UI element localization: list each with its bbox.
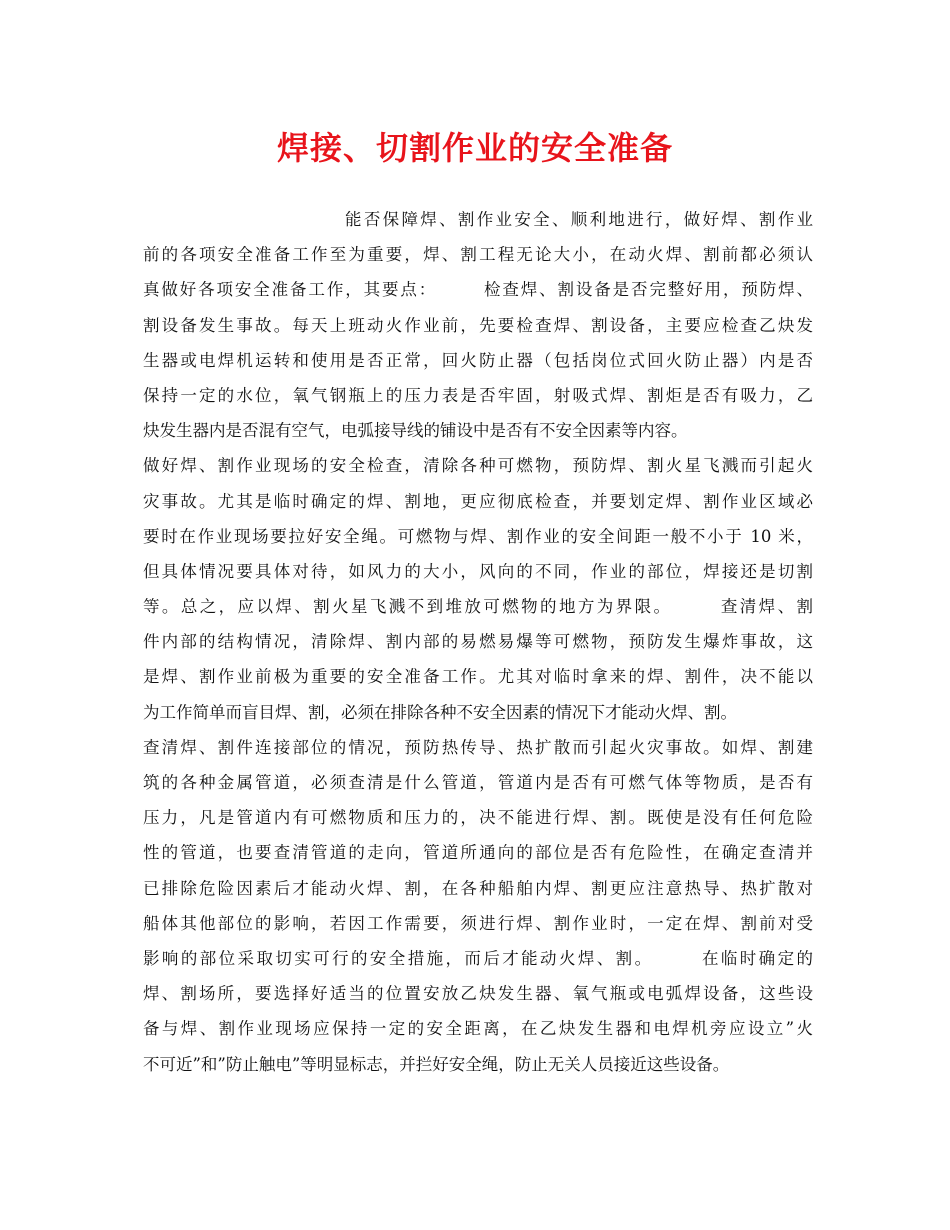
body-line: 为工作简单而盲目焊、割，必须在排除各种不安全因素的情况下才能动火焊、割。 <box>143 702 737 722</box>
body-line: 焊、割场所，要选择好适当的位置安放乙炔发生器、氧气瓶或电弧焊设备，这些设 <box>143 984 813 1004</box>
body-line: 割设备发生事故。每天上班动火作业前，先要检查焊、割设备，主要应检查乙炔发 <box>143 315 813 335</box>
body-line: 要时在作业现场要拉好安全绳。可燃物与焊、割作业的安全间距一般不小于 10 米， <box>143 526 813 546</box>
body-line: 不可近”和”防止触电”等明显标志，并拦好安全绳，防止无关人员接近这些设备。 <box>143 1054 730 1074</box>
body-line: 查清焊、割件连接部位的情况，预防热传导、热扩散而引起火灾事故。如焊、割建 <box>143 737 813 757</box>
body-line: 生器或电焊机运转和使用是否正常，回火防止器（包括岗位式回火防止器）内是否 <box>143 350 813 370</box>
body-line: 等。总之，应以焊、割火星飞溅不到堆放可燃物的地方为界限。 查清焊、割 <box>143 597 813 617</box>
body-line: 已排除危险因素后才能动火焊、割，在各种船舶内焊、割更应注意热导、热扩散对 <box>143 878 813 898</box>
body-line: 船体其他部位的影响，若因工作需要，须进行焊、割作业时，一定在焊、割前对受 <box>143 913 813 933</box>
body-line: 前的各项安全准备工作至为重要，焊、割工程无论大小，在动火焊、割前都必须认 <box>143 245 813 265</box>
body-line: 影响的部位采取切实可行的安全措施，而后才能动火焊、割。 在临时确定的 <box>143 948 813 968</box>
body-line: 压力，凡是管道内有可燃物质和压力的，决不能进行焊、割。既使是没有任何危险 <box>143 808 813 828</box>
body-line: 保持一定的水位，氧气钢瓶上的压力表是否牢固，射吸式焊、割炬是否有吸力，乙 <box>143 385 813 405</box>
body-line: 做好焊、割作业现场的安全检查，清除各种可燃物，预防焊、割火星飞溅而引起火 <box>143 456 813 476</box>
body-line: 但具体情况要具体对待，如风力的大小，风向的不同，作业的部位，焊接还是切割 <box>143 561 813 581</box>
body-line: 件内部的结构情况，清除焊、割内部的易燃易爆等可燃物，预防发生爆炸事故，这 <box>143 632 813 652</box>
body-line: 真做好各项安全准备工作，其要点： 检查焊、割设备是否完整好用，预防焊、 <box>143 280 813 300</box>
body-line: 是焊、割作业前极为重要的安全准备工作。尤其对临时拿来的焊、割件，决不能以 <box>143 667 813 687</box>
body-line: 备与焊、割作业现场应保持一定的安全距离，在乙炔发生器和电焊机旁应设立”火 <box>143 1019 813 1039</box>
body-line: 筑的各种金属管道，必须查清是什么管道，管道内是否有可燃气体等物质，是否有 <box>143 773 813 792</box>
body-line: 能否保障焊、割作业安全、顺利地进行，做好焊、割作业 <box>345 210 813 229</box>
document-body <box>143 202 813 1082</box>
body-line: 灾事故。尤其是临时确定的焊、割地，更应彻底检查，并要划定焊、割作业区域必 <box>143 491 813 511</box>
document-title: 焊接、切割作业的安全准备 <box>276 129 673 167</box>
body-line: 性的管道，也要查清管道的走向，管道所通向的部位是否有危险性，在确定查清并 <box>143 843 813 863</box>
body-line: 炔发生器内是否混有空气，电弧接导线的铺设中是否有不安全因素等内容。 <box>143 421 688 441</box>
